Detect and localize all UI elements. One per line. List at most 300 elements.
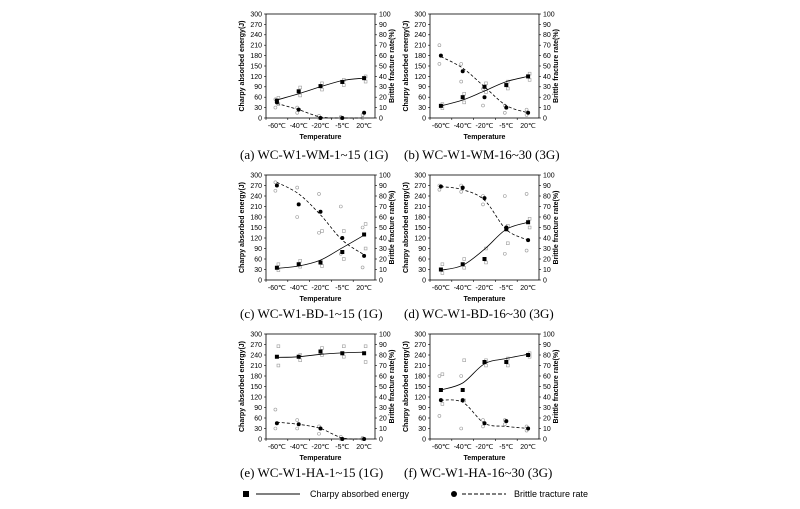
x-tick-label: 20℃: [356, 285, 372, 292]
rate-point: [526, 427, 530, 431]
y-tick-label: 300: [250, 331, 262, 339]
y-tick-label: 0: [422, 436, 426, 444]
rate-specimen-point: [482, 104, 485, 107]
chart-caption: (d) WC-W1-BD-16~30 (3G): [404, 306, 554, 321]
y2-tick-label: 10: [543, 425, 551, 433]
rate-specimen-point: [274, 106, 277, 109]
y-tick-label: 270: [414, 21, 426, 29]
rate-specimen-point: [296, 186, 299, 189]
energy-point: [275, 266, 279, 270]
x-tick-label: -5℃: [335, 123, 350, 130]
y2-tick-label: 50: [379, 63, 387, 71]
y2-tick-label: 40: [543, 394, 551, 402]
energy-point: [483, 360, 487, 364]
y2-tick-label: 20: [543, 415, 551, 423]
y2-tick-label: 50: [379, 383, 387, 391]
energy-point: [461, 95, 465, 99]
rate-point: [461, 398, 465, 402]
y2-tick-label: 0: [379, 115, 383, 123]
x-tick-label: -40℃: [289, 285, 308, 292]
y2-tick-label: 30: [379, 245, 387, 253]
y2-tick-label: 100: [543, 331, 555, 339]
y-tick-label: 120: [414, 235, 426, 243]
energy-specimen-point: [485, 364, 488, 367]
energy-point: [362, 351, 366, 355]
energy-point: [526, 220, 530, 224]
energy-point: [483, 85, 487, 89]
y2-tick-label: 10: [379, 105, 387, 112]
rate-specimen-point: [438, 375, 441, 378]
energy-specimen-point: [463, 359, 466, 362]
y2-tick-label: 10: [543, 266, 551, 274]
y-tick-label: 30: [418, 105, 426, 112]
y-tick-label: 300: [250, 11, 262, 19]
y2-tick-label: 80: [379, 32, 387, 40]
chart-caption: (e) WC-W1-HA-1~15 (1G): [240, 465, 384, 480]
y-tick-label: 60: [418, 94, 426, 102]
x-tick-label: -20℃: [475, 444, 494, 451]
x-tick-label: 20℃: [520, 444, 536, 451]
rate-fit-line: [441, 187, 528, 241]
energy-specimen-point: [321, 230, 324, 233]
y-tick-label: 240: [250, 193, 262, 201]
rate-specimen-point: [274, 181, 277, 184]
energy-specimen-point: [277, 364, 280, 367]
y-tick-label: 0: [422, 277, 426, 285]
energy-point: [439, 104, 443, 108]
rate-point: [504, 419, 508, 423]
x-tick-label: -40℃: [453, 285, 472, 292]
y2-tick-label: 0: [543, 115, 547, 123]
energy-specimen-point: [277, 263, 280, 266]
y-tick-label: 60: [254, 256, 262, 264]
x-axis-label: Temperature: [463, 134, 506, 141]
x-tick-label: -5℃: [499, 285, 514, 292]
energy-specimen-point: [299, 86, 302, 89]
y2-tick-label: 30: [543, 245, 551, 253]
rate-specimen-point: [318, 192, 321, 195]
y-tick-label: 150: [250, 63, 262, 71]
y2-axis-label: Brittle fracture rate(%): [389, 349, 396, 424]
rate-specimen-point: [460, 190, 463, 193]
chart-panel-4: [239, 331, 396, 480]
y-tick-label: 150: [414, 224, 426, 232]
energy-specimen-point: [342, 345, 345, 348]
energy-specimen-point: [463, 92, 466, 95]
rate-point: [297, 108, 301, 112]
x-tick-label: -5℃: [335, 285, 350, 292]
energy-specimen-point: [441, 403, 444, 406]
energy-specimen-point: [299, 359, 302, 362]
y-tick-label: 60: [418, 256, 426, 264]
y2-tick-label: 70: [543, 42, 551, 50]
y-tick-label: 30: [254, 425, 262, 433]
rate-point: [362, 111, 366, 115]
x-tick-label: -20℃: [311, 444, 330, 451]
x-tick-label: -5℃: [335, 444, 350, 451]
rate-specimen-point: [460, 62, 463, 65]
y2-tick-label: 90: [379, 182, 387, 190]
y-tick-label: 60: [418, 415, 426, 423]
legend-rate-marker: [451, 491, 457, 497]
x-tick-label: -5℃: [499, 123, 514, 130]
y2-tick-label: 0: [379, 277, 383, 285]
energy-point: [504, 83, 508, 87]
rate-point: [362, 254, 366, 258]
rate-point: [439, 54, 443, 58]
energy-point: [461, 388, 465, 392]
y2-tick-label: 0: [543, 436, 547, 444]
energy-point: [297, 262, 301, 266]
rate-specimen-point: [482, 425, 485, 428]
chart-panel-2: [239, 172, 396, 321]
y2-tick-label: 90: [543, 341, 551, 349]
y2-tick-label: 20: [379, 415, 387, 423]
y-tick-label: 60: [254, 415, 262, 423]
y2-tick-label: 30: [543, 404, 551, 412]
rate-point: [319, 210, 323, 214]
y2-tick-label: 40: [543, 235, 551, 243]
y-tick-label: 300: [414, 11, 426, 19]
y2-tick-label: 50: [543, 224, 551, 232]
rate-specimen-point: [296, 427, 299, 430]
plot-frame: [430, 14, 539, 118]
rate-point: [297, 422, 301, 426]
y2-tick-label: 50: [543, 63, 551, 71]
energy-specimen-point: [299, 94, 302, 97]
y2-tick-label: 70: [543, 362, 551, 370]
rate-point: [319, 116, 323, 120]
rate-specimen-point: [318, 432, 321, 435]
rate-specimen-point: [361, 226, 364, 229]
y-tick-label: 180: [414, 214, 426, 222]
y-tick-label: 300: [414, 172, 426, 180]
y2-tick-label: 90: [379, 21, 387, 29]
energy-specimen-point: [463, 266, 466, 269]
rate-point: [461, 186, 465, 190]
plot-frame: [266, 14, 375, 118]
x-axis-label: Temperature: [463, 455, 506, 462]
rate-specimen-point: [339, 205, 342, 208]
y2-tick-label: 40: [379, 394, 387, 402]
energy-specimen-point: [528, 217, 531, 220]
y2-axis-label: Brittle fracture rate(%): [389, 190, 396, 265]
y2-tick-label: 0: [379, 436, 383, 444]
rate-point: [483, 421, 487, 425]
y2-axis-label: Brittle fracture rate(%): [553, 190, 560, 265]
rate-fit-line: [277, 422, 364, 439]
y2-tick-label: 60: [379, 53, 387, 60]
rate-specimen-point: [503, 111, 506, 114]
energy-specimen-point: [342, 355, 345, 358]
y-tick-label: 240: [250, 352, 262, 360]
energy-fit-line: [441, 76, 528, 106]
y-tick-label: 30: [418, 266, 426, 274]
rate-point: [319, 427, 323, 431]
energy-point: [297, 355, 301, 359]
y-tick-label: 30: [418, 425, 426, 433]
energy-point: [504, 360, 508, 364]
y2-tick-label: 30: [379, 84, 387, 92]
rate-point: [483, 196, 487, 200]
chart-panel-3: [403, 172, 560, 321]
y-tick-label: 150: [250, 383, 262, 391]
rate-point: [504, 226, 508, 230]
rate-specimen-point: [460, 375, 463, 378]
energy-point: [439, 388, 443, 392]
rate-specimen-point: [525, 249, 528, 252]
y-tick-label: 180: [414, 53, 426, 60]
rate-specimen-point: [503, 423, 506, 426]
x-tick-label: -20℃: [311, 123, 330, 130]
y-tick-label: 180: [250, 53, 262, 60]
x-tick-label: -60℃: [431, 123, 450, 130]
x-tick-label: -40℃: [289, 444, 308, 451]
rate-specimen-point: [503, 195, 506, 198]
y-tick-label: 270: [414, 182, 426, 190]
rate-specimen-point: [296, 111, 299, 114]
rate-point: [275, 100, 279, 104]
rate-specimen-point: [460, 427, 463, 430]
y-axis-label: Charpy absorbed energy(J): [403, 181, 410, 274]
y-tick-label: 210: [414, 362, 426, 370]
energy-specimen-point: [506, 364, 509, 367]
rate-specimen-point: [361, 266, 364, 269]
y2-tick-label: 90: [543, 182, 551, 190]
y-tick-label: 180: [250, 373, 262, 381]
rate-point: [340, 236, 344, 240]
y-tick-label: 0: [422, 115, 426, 123]
rate-point: [526, 238, 530, 242]
y-tick-label: 30: [254, 266, 262, 274]
energy-specimen-point: [364, 247, 367, 250]
y-tick-label: 90: [418, 404, 426, 412]
rate-point: [362, 437, 366, 441]
chart-caption: (f) WC-W1-HA-16~30 (3G): [404, 465, 553, 480]
energy-specimen-point: [463, 258, 466, 261]
energy-point: [526, 353, 530, 357]
y2-tick-label: 100: [379, 11, 391, 19]
y2-tick-label: 80: [543, 193, 551, 201]
energy-specimen-point: [485, 82, 488, 85]
y-tick-label: 150: [250, 224, 262, 232]
rate-specimen-point: [318, 231, 321, 234]
y2-tick-label: 0: [543, 277, 547, 285]
energy-point: [319, 261, 323, 265]
x-axis-label: Temperature: [299, 296, 342, 303]
energy-point: [340, 351, 344, 355]
energy-point: [526, 74, 530, 78]
x-axis-label: Temperature: [463, 296, 506, 303]
y2-tick-label: 70: [379, 42, 387, 50]
rate-specimen-point: [482, 203, 485, 206]
energy-specimen-point: [342, 258, 345, 261]
x-axis-label: Temperature: [299, 134, 342, 141]
energy-point: [319, 350, 323, 354]
y2-tick-label: 60: [543, 214, 551, 222]
y2-tick-label: 10: [543, 105, 551, 112]
x-tick-label: -40℃: [289, 123, 308, 130]
chart-panel-0: [239, 11, 396, 162]
energy-specimen-point: [364, 345, 367, 348]
rate-point: [297, 202, 301, 206]
chart-caption: (c) WC-W1-BD-1~15 (1G): [240, 306, 383, 321]
y-tick-label: 210: [250, 203, 262, 211]
rate-point: [275, 184, 279, 188]
y-tick-label: 90: [418, 245, 426, 253]
y-tick-label: 210: [414, 42, 426, 50]
y-tick-label: 240: [414, 352, 426, 360]
y-tick-label: 30: [254, 105, 262, 112]
energy-specimen-point: [528, 78, 531, 81]
rate-specimen-point: [482, 419, 485, 422]
y-axis-label: Charpy absorbed energy(J): [239, 20, 246, 112]
x-tick-label: -60℃: [431, 285, 450, 292]
y2-tick-label: 60: [379, 373, 387, 381]
x-tick-label: -60℃: [431, 444, 450, 451]
y2-tick-label: 80: [379, 352, 387, 360]
x-tick-label: -20℃: [475, 123, 494, 130]
y2-tick-label: 100: [379, 172, 391, 180]
chart-legend: [0, 486, 800, 504]
rate-specimen-point: [296, 419, 299, 422]
y-tick-label: 270: [250, 21, 262, 29]
y-tick-label: 240: [414, 32, 426, 40]
y2-tick-label: 20: [543, 256, 551, 264]
energy-specimen-point: [299, 259, 302, 262]
y-axis-label: Charpy absorbed energy(J): [239, 340, 246, 433]
y-tick-label: 270: [414, 341, 426, 349]
y2-tick-label: 80: [379, 193, 387, 201]
rate-point: [340, 437, 344, 441]
y-axis-label: Charpy absorbed energy(J): [403, 340, 410, 433]
energy-point: [319, 84, 323, 88]
y2-tick-label: 90: [379, 341, 387, 349]
energy-point: [362, 233, 366, 237]
rate-specimen-point: [438, 62, 441, 65]
y2-tick-label: 80: [543, 32, 551, 40]
rate-specimen-point: [525, 192, 528, 195]
y2-axis-label: Brittle fracture rate(%): [389, 29, 396, 103]
x-tick-label: -20℃: [311, 285, 330, 292]
energy-point: [297, 89, 301, 93]
y-tick-label: 150: [414, 383, 426, 391]
rate-specimen-point: [274, 427, 277, 430]
y-tick-label: 120: [250, 73, 262, 81]
y2-tick-label: 70: [543, 203, 551, 211]
energy-specimen-point: [321, 347, 324, 350]
y-tick-label: 240: [250, 32, 262, 40]
energy-specimen-point: [277, 345, 280, 348]
rate-specimen-point: [274, 408, 277, 411]
x-tick-label: 20℃: [520, 123, 536, 130]
energy-point: [362, 76, 366, 80]
rate-specimen-point: [525, 108, 528, 111]
energy-specimen-point: [321, 265, 324, 268]
energy-specimen-point: [364, 223, 367, 226]
y2-tick-label: 70: [379, 362, 387, 370]
y2-tick-label: 100: [543, 11, 555, 19]
y-tick-label: 120: [414, 73, 426, 81]
energy-specimen-point: [506, 242, 509, 245]
rate-point: [439, 398, 443, 402]
y2-tick-label: 10: [379, 266, 387, 274]
y2-tick-label: 60: [543, 373, 551, 381]
y2-tick-label: 30: [379, 404, 387, 412]
rate-specimen-point: [460, 80, 463, 83]
y2-tick-label: 100: [379, 331, 391, 339]
y2-tick-label: 100: [543, 172, 555, 180]
energy-point: [483, 257, 487, 261]
y2-tick-label: 70: [379, 203, 387, 211]
rate-point: [483, 95, 487, 99]
y2-tick-label: 20: [379, 94, 387, 102]
y2-tick-label: 20: [379, 256, 387, 264]
y-tick-label: 240: [414, 193, 426, 201]
energy-point: [340, 80, 344, 84]
y2-tick-label: 90: [543, 21, 551, 29]
y-tick-label: 210: [414, 203, 426, 211]
energy-specimen-point: [506, 87, 509, 90]
chart-panel-1: [403, 11, 560, 162]
y-tick-label: 270: [250, 182, 262, 190]
y2-tick-label: 60: [543, 53, 551, 60]
rate-point: [461, 69, 465, 73]
rate-specimen-point: [438, 414, 441, 417]
x-tick-label: -20℃: [475, 285, 494, 292]
y2-tick-label: 40: [379, 73, 387, 81]
energy-point: [340, 250, 344, 254]
y-tick-label: 120: [250, 394, 262, 402]
energy-specimen-point: [485, 261, 488, 264]
chart-panel-5: [403, 331, 560, 480]
y2-axis-label: Brittle fracture rate(%): [553, 29, 560, 103]
y2-tick-label: 30: [543, 84, 551, 92]
x-tick-label: -40℃: [453, 444, 472, 451]
y-tick-label: 150: [414, 63, 426, 71]
y-tick-label: 0: [258, 436, 262, 444]
y-tick-label: 120: [250, 235, 262, 243]
y-tick-label: 300: [414, 331, 426, 339]
y2-tick-label: 20: [543, 94, 551, 102]
y-tick-label: 0: [258, 115, 262, 123]
plot-frame: [430, 175, 539, 280]
rate-point: [340, 116, 344, 120]
energy-specimen-point: [528, 226, 531, 229]
rate-specimen-point: [274, 189, 277, 192]
energy-point: [439, 268, 443, 272]
x-axis-label: Temperature: [299, 455, 342, 462]
x-tick-label: -60℃: [267, 123, 286, 130]
rate-specimen-point: [503, 252, 506, 255]
rate-point: [526, 111, 530, 115]
x-tick-label: -60℃: [267, 285, 286, 292]
legend-rate-label: Brittle tracture rate: [514, 489, 589, 499]
chart-caption: (a) WC-W1-WM-1~15 (1G): [240, 147, 389, 162]
y-axis-label: Charpy absorbed energy(J): [403, 20, 410, 112]
y-axis-label: Charpy absorbed energy(J): [239, 181, 246, 274]
y2-tick-label: 40: [379, 235, 387, 243]
x-tick-label: 20℃: [356, 123, 372, 130]
rate-specimen-point: [438, 188, 441, 191]
y-tick-label: 0: [258, 277, 262, 285]
y2-tick-label: 50: [543, 383, 551, 391]
rate-point: [504, 106, 508, 110]
rate-point: [275, 421, 279, 425]
rate-specimen-point: [438, 44, 441, 47]
y-tick-label: 90: [254, 245, 262, 253]
y2-tick-label: 50: [379, 224, 387, 232]
